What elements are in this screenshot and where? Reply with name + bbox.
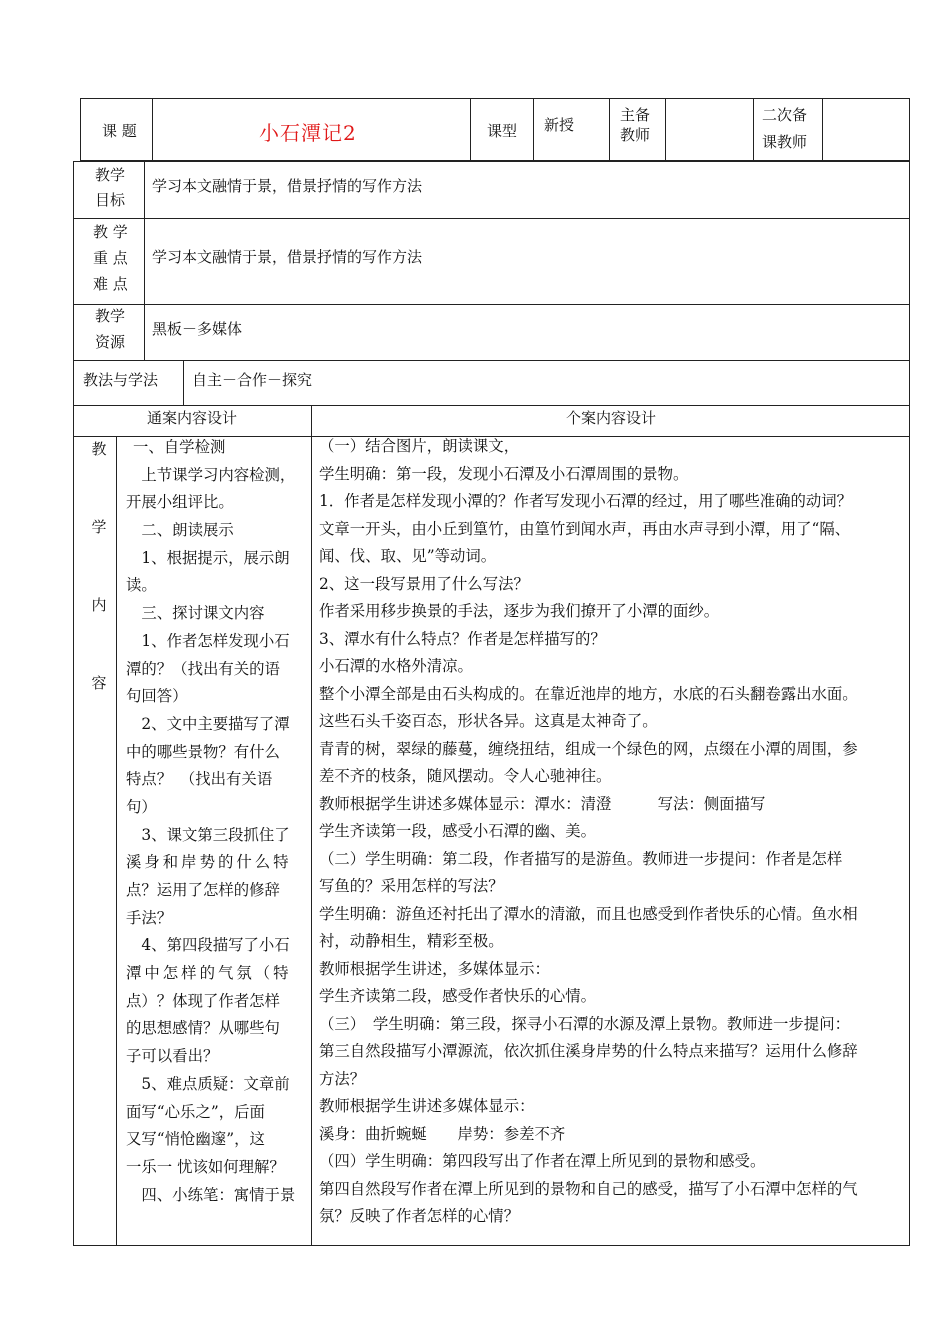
common-line: 1、根据提示，展示朗 — [126, 548, 290, 567]
common-line: 开展小组评比。 — [126, 493, 234, 512]
common-line: 读。 — [126, 576, 157, 595]
individual-line: （一）结合图片，朗读课文， — [319, 437, 520, 455]
individual-line: 1．作者是怎样发现小潭的？作者写发现小石潭的经过，用了哪些准确的动词？ — [319, 492, 853, 510]
content-label-char-1: 教 — [91, 440, 107, 458]
common-design-header: 通案内容设计 — [147, 409, 238, 427]
common-line: 4、第四段描写了小石 — [126, 936, 290, 955]
content-label-char-3: 内 — [91, 596, 107, 614]
individual-line: 作者采用移步换景的手法，逐步为我们撩开了小潭的面纱。 — [319, 602, 720, 620]
common-line: 四、小练笔：寓情于景 — [126, 1185, 296, 1204]
common-line: 溪身和岸势的什么特 — [126, 853, 292, 872]
type-value: 新授 — [544, 116, 575, 134]
individual-line: 氛？反映了作者怎样的心情？ — [319, 1207, 520, 1225]
individual-line: （四）学生明确：第四段写出了作者在潭上所见到的景物和感受。 — [319, 1152, 766, 1170]
individual-line: 学生明确：第一段，发现小石潭及小石潭周围的景物。 — [319, 464, 689, 483]
individual-line: 第四自然段写作者在潭上所见到的景物和自己的感受，描写了小石潭中怎样的气 — [319, 1179, 858, 1198]
common-line: 子可以看出？ — [126, 1047, 219, 1066]
goals-label-2: 目标 — [95, 191, 126, 209]
individual-line: 教师根据学生讲述多媒体显示： — [319, 1097, 535, 1115]
individual-line: 3、潭水有什么特点？作者是怎样描写的？ — [319, 629, 606, 648]
individual-line: 第三自然段描写小潭源流，依次抓住溪身岸势的什么特点来描写？运用什么修辞 — [319, 1042, 858, 1060]
individual-line: 小石潭的水格外清凉。 — [319, 657, 473, 675]
individual-design-content — [319, 433, 907, 1231]
keypoints-text: 学习本文融情于景，借景抒情的写作方法 — [152, 248, 423, 266]
individual-line: （三） 学生明确：第三段，探寻小石潭的水源及潭上景物。教师进一步提问： — [319, 1014, 850, 1033]
main-teacher-label: 主备教师 — [620, 106, 651, 144]
lesson-title: 小石潭记2 — [259, 121, 357, 145]
common-line: 三、探讨课文内容 — [126, 604, 265, 623]
individual-line: 教师根据学生讲述多媒体显示：潭水：清澄 写法：侧面描写 — [319, 794, 766, 813]
common-line: 句） — [126, 797, 157, 816]
common-line: 二、朗读展示 — [126, 521, 234, 540]
resources-text: 黑板－多媒体 — [152, 320, 243, 338]
common-line: 潭中怎样的气氛（特 — [126, 964, 292, 983]
common-line: 手法？ — [126, 908, 173, 927]
individual-line: （二）学生明确：第二段，作者描写的是游鱼。教师进一步提问：作者是怎样 — [319, 849, 843, 868]
goals-label-1: 教学 — [95, 166, 126, 184]
individual-line: 衬，动静相生，精彩至极。 — [319, 932, 504, 950]
resources-label-1: 教学 — [95, 307, 126, 325]
individual-line: 闻、伐、取、见”等动词。 — [319, 547, 497, 565]
common-design-content — [126, 434, 308, 1209]
individual-line: 教师根据学生讲述，多媒体显示： — [319, 959, 550, 978]
individual-line: 学生明确：游鱼还衬托出了潭水的清澈，而且也感受到作者快乐的心情。鱼水相 — [319, 904, 858, 923]
common-line: 上节课学习内容检测， — [126, 465, 296, 484]
common-line: 1、作者怎样发现小石 — [126, 631, 290, 650]
individual-line: 2、这一段写景用了什么写法？ — [319, 574, 529, 593]
common-line: 一、自学检测 — [133, 438, 226, 456]
individual-line: 青青的树，翠绿的藤蔓，缠绕扭结，组成一个绿色的网，点缀在小潭的周围，参 — [319, 739, 858, 758]
content-label-char-4: 容 — [91, 674, 107, 692]
common-line: 特点？ （找出有关语 — [126, 770, 273, 789]
course-label: 课 题 — [102, 122, 137, 140]
common-line: 点？运用了怎样的修辞 — [126, 881, 280, 899]
type-label: 课型 — [487, 122, 518, 140]
individual-line: 这些石头千姿百态，形状各异。这真是太神奇了。 — [319, 712, 658, 730]
keypoints-label-1: 教 学 — [93, 223, 128, 241]
common-line: 2、文中主要描写了潭 — [126, 714, 290, 733]
common-line: 5、难点质疑：文章前 — [126, 1074, 290, 1093]
individual-line: 整个小潭全部是由石头构成的。在靠近池岸的地方，水底的石头翻卷露出水面。 — [319, 684, 858, 703]
individual-line: 学生齐读第二段，感受作者快乐的心情。 — [319, 987, 597, 1005]
individual-design-header: 个案内容设计 — [566, 409, 657, 427]
methods-text: 自主－合作－探究 — [192, 371, 313, 389]
methods-label: 教法与学法 — [83, 371, 159, 389]
common-line: 点）？体现了作者怎样 — [126, 991, 280, 1010]
individual-line: 写鱼的？采用怎样的写法？ — [319, 877, 504, 895]
common-line: 的思想感情？从哪些句 — [126, 1019, 280, 1038]
common-line: 3、课文第三段抓住了 — [126, 825, 290, 844]
common-line: 面写“心乐之”，后面 — [126, 1102, 265, 1121]
common-line: 中的哪些景物？有什么 — [126, 742, 280, 761]
common-line: 一乐一 忧该如何理解？ — [126, 1157, 285, 1176]
second-teacher-label: 二次备课教师 — [762, 106, 808, 151]
content-label-char-2: 学 — [91, 518, 107, 536]
common-line: 潭的？（找出有关的语 — [126, 659, 280, 678]
individual-line: 文章一开头，由小丘到篁竹，由篁竹到闻水声，再由水声寻到小潭，用了“隔、 — [319, 519, 851, 538]
keypoints-label-3: 难 点 — [93, 275, 128, 293]
keypoints-label-2: 重 点 — [93, 249, 128, 267]
resources-label-2: 资源 — [95, 333, 126, 351]
common-line: 又写“悄怆幽邃”，这 — [126, 1130, 265, 1149]
individual-line: 差不齐的枝条，随风摆动。令人心驰神往。 — [319, 767, 612, 785]
individual-line: 方法？ — [319, 1069, 366, 1088]
common-line: 句回答） — [126, 687, 188, 706]
individual-line: 学生齐读第一段，感受小石潭的幽、美。 — [319, 822, 597, 840]
goals-text: 学习本文融情于景，借景抒情的写作方法 — [152, 177, 423, 195]
individual-line: 溪身：曲折蜿蜒 岸势：参差不齐 — [319, 1124, 566, 1143]
